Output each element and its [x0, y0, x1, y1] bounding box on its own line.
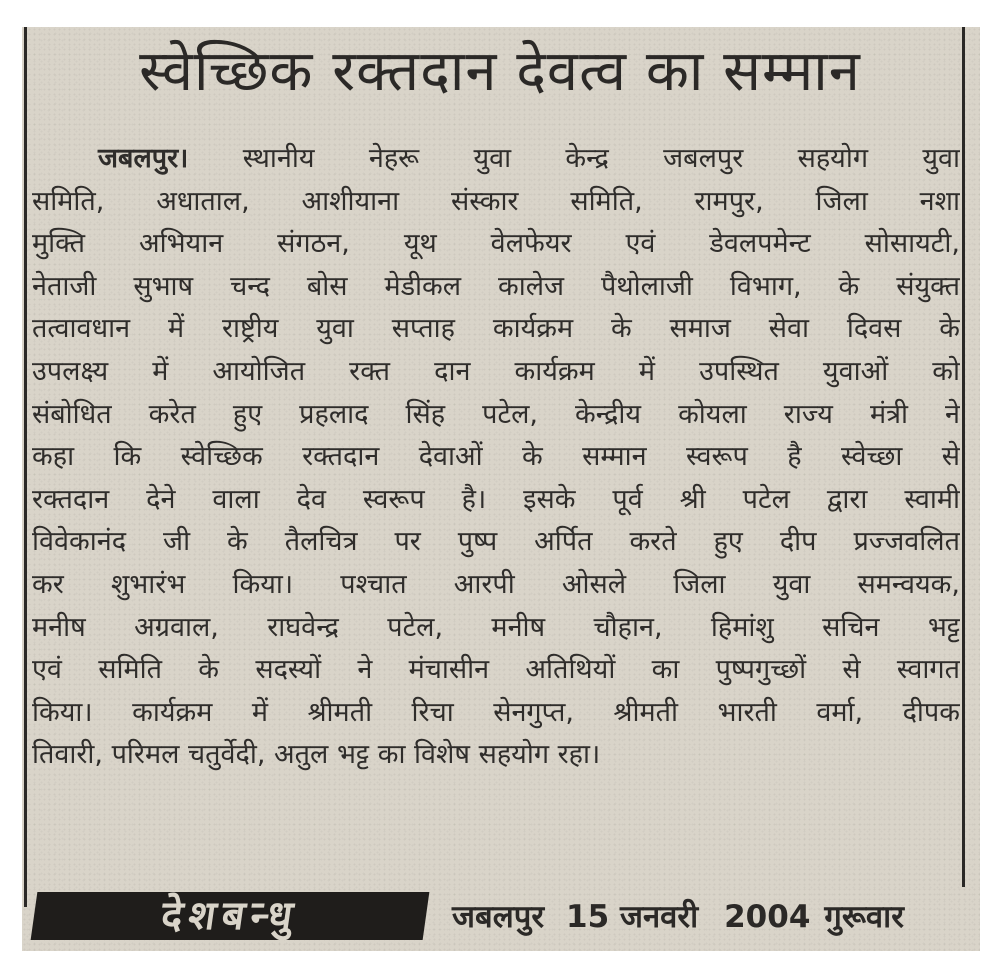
article-line: उपलक्ष्य में आयोजित रक्त दान कार्यक्रम में उपस्थित युवाओं को — [32, 355, 960, 387]
right-column-rule — [962, 27, 965, 887]
article-first-line-text: स्थानीय नेहरू युवा केन्द्र जबलपुर सहयोग युवा — [242, 143, 960, 174]
article-line: किया। कार्यक्रम में श्रीमती रिचा सेनगुप्त, श्रीमती भारती वर्मा, दीपक — [32, 696, 960, 728]
publication-weekday: गुरूवार — [824, 899, 904, 935]
publication-year: 2004 — [724, 899, 811, 935]
newspaper-footer — [22, 884, 980, 948]
article-line: विवेकानंद जी के तैलचित्र पर पुष्प अर्पित करते हुए दीप प्रज्जवलित — [32, 526, 960, 558]
article-last-line: तिवारी, परिमल चतुर्वेदी, अतुल भट्ट का विशेष सहयोग रहा। — [32, 739, 601, 771]
article-line: समिति, अधाताल, आशीयाना संस्कार समिति, रामपुर, जिला नशा — [32, 185, 960, 217]
publication-city: जबलपुर — [452, 899, 545, 935]
article-body — [32, 138, 960, 777]
article-line: कहा कि स्वेच्छिक रक्तदान देवाओं के सम्मान स्वरूप है स्वेच्छा से — [32, 441, 960, 473]
article-line: संबोधित करेत हुए प्रहलाद सिंह पटेल, केन्द्रीय कोयला राज्य मंत्री ने — [32, 398, 960, 430]
newspaper-masthead-logo: देशबन्धु — [31, 892, 430, 940]
article-headline: स्वेच्छिक रक्तदान देवत्व का सम्मान — [139, 39, 861, 104]
article-line: नेताजी सुभाष चन्द बोस मेडीकल कालेज पैथोलाजी विभाग, के संयुक्त — [32, 270, 960, 302]
article-line: कर शुभारंभ किया। पश्चात आरपी ओसले जिला युवा समन्वयक, — [32, 568, 960, 600]
dateline: जबलपुर। — [98, 143, 189, 174]
article-line: रक्तदान देने वाला देव स्वरूप है। इसके पूर्व श्री पटेल द्वारा स्वामी — [32, 483, 960, 515]
article-first-line — [32, 138, 960, 181]
article-line: मुक्ति अभियान संगठन, यूथ वेलफेयर एवं डेवलपमेन्ट सोसायटी, — [32, 228, 960, 260]
article-line: एवं समिति के सदस्यों ने मंचासीन अतिथियों का पुष्पगुच्छों से स्वागत — [32, 654, 960, 686]
publication-date: 15 जनवरी — [566, 899, 699, 935]
article-line: तत्वावधान में राष्ट्रीय युवा सप्ताह कार्यक्रम के समाज सेवा दिवस के — [32, 313, 960, 345]
left-column-rule — [24, 27, 27, 907]
article-line: मनीष अग्रवाल, राघवेन्द्र पटेल, मनीष चौहान, हिमांशु सचिन भट्ट — [32, 611, 960, 643]
publication-info — [452, 895, 904, 937]
